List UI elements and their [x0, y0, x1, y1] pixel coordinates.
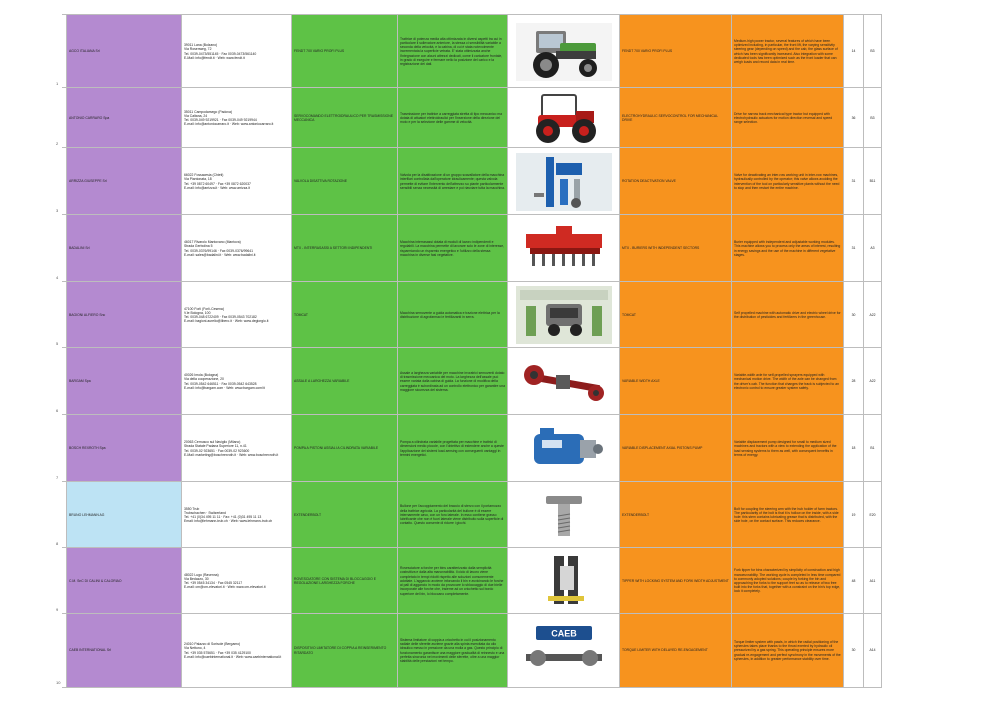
- table-row: [56, 547, 882, 614]
- description-en: Torque limiter system with pawls, in which the radial positioning of the spherules takes place thanks to the thrust exerted by hydraulic oil pressurized by a gas spring. This operating principle ensures more gradual re-engagement and perfect synchrony in the movements of the spherules, in addition to greater performance stability over time.: [734, 639, 841, 661]
- row-number: 7: [56, 475, 59, 480]
- description-it: Bullone per l'accoppiamento del braccio di sterzo con il portamozzo della trattrice agricola. La particolarità del bullone è di essere internamente cavo, con un foro laterale. In esso contiene grasso lubrificante che non è fuori laterale viene distribuito sulla superficie di contatto. Questo consente di ridurre i giochi.: [400, 504, 504, 526]
- description-it-cell: [398, 148, 508, 215]
- description-it: Assale a larghezza variabile per macchine irroratrici semoventi dotato di trasmissione meccanica del moto. La larghezza dell'assale può essere variata dalla cabina di guida. La funzione di modifica della carreggiata è subordinata ad un controllo elettronico per garantire una maggiore sicurezza del sistema.: [400, 370, 505, 392]
- stand-cell: [864, 215, 882, 282]
- hall-cell: [844, 148, 864, 215]
- company-address: 46017 Rivarolo Mantovano (Mantova) Strada Gerbolina 5 Tel. 0039-0376/99146 · Fax 0039-0376/99641 E-mail: sales@badalini.it · Web: www.badalini.it: [184, 240, 256, 257]
- description-en-cell: [732, 88, 844, 148]
- table-row: [56, 214, 882, 282]
- bolt-image: [516, 486, 612, 544]
- address-cell: [182, 482, 292, 548]
- hall-number: 14: [851, 49, 856, 54]
- company-name: CAEB INTERNATIONAL Srl: [69, 648, 112, 653]
- valve-machine-image: [516, 153, 612, 211]
- hall-cell: [844, 614, 864, 687]
- table-row: [56, 347, 882, 415]
- torque-limiter-image: [516, 622, 612, 680]
- row-number: 10: [56, 680, 61, 685]
- company-address: 39011 Lana (Bolzano) Via Rosenweg, 72 Tel. 0039-0473/551145 · Fax 0039-0473/561140 E-Mail: info@fendt.it · Web: www.fendt.it: [184, 43, 257, 60]
- description-en-cell: [732, 282, 844, 348]
- description-en: Drive for narrow track mechanical type tractor but equipped with electrohydraulic actuators for motion direction reversal and speed range selection.: [734, 111, 833, 125]
- hall-number: 18: [851, 446, 856, 451]
- product-name-it: MTX - INTERRASASSI A SETTORI INDIPENDENTI: [294, 246, 373, 251]
- company-address: 35011 Campodarsego (Padova) Via Caltana, 24 Tel. 0039-049 9219921 · Fax 0039-049 9219944 E-mail: info@antoniocarraro.it · Web: www.antoniocarraro.it: [184, 109, 274, 127]
- product-en-cell: [620, 482, 732, 548]
- hall-number: 28: [851, 379, 856, 384]
- stand-cell: [864, 482, 882, 548]
- product-name-it: FENDT 700 VARIO PROFI PLUS: [294, 49, 345, 54]
- product-name-en: MTX - BURIERS WITH INDEPENDENT SECTORS: [622, 246, 700, 251]
- hall-cell: [844, 215, 864, 282]
- company-address: 47100 Forlì (Forlì-Cesena) V.le Bologna, 100 Tel. 0039-048 6722409 · Fax 0039-0543 702182 E-mail: bagioni.aurelio@libero.it · Web: www.degiorgio.it: [184, 306, 269, 324]
- description-it: Trasmissione per trattrice a carreggiata stretta di tipo meccanico ma dotata di attuatori elettroidraulici per l'inserzione della direzione del moto e per la selezione delle gamme di velocità.: [400, 111, 503, 125]
- company-name: BARGAM Spa: [69, 379, 91, 384]
- row-number: 6: [56, 408, 59, 413]
- product-name-en: EXTENDERBOLT: [622, 512, 650, 517]
- product-name-en: TOMCAT: [622, 312, 637, 317]
- product-image-cell: [508, 15, 620, 88]
- hall-cell: [844, 415, 864, 482]
- company-cell: [66, 15, 182, 88]
- company-address: 66022 Fossacesia (Chieti) Via Piantonata, 18 Tel. +39 0872 60497 · Fax +39 0872 620037 E-mail: info@arrizza.it · Web: www.arrizza.it: [184, 173, 251, 190]
- product-it-cell: [292, 348, 398, 415]
- product-name-it: SERVOCOMANDO ELETTROIDRAULICO PER TRASMISSIONE MECCANICA: [294, 113, 393, 122]
- address-cell: [182, 148, 292, 215]
- stand-code: B11: [869, 179, 876, 184]
- row-number: 3: [56, 208, 59, 213]
- hall-cell: [844, 482, 864, 548]
- stand-code: A3: [870, 246, 875, 251]
- row-number: 2: [56, 141, 59, 146]
- company-cell: [66, 148, 182, 215]
- product-name-en: VARIABLE DISPLACEMENT AXIAL PISTONS PUMP: [622, 446, 703, 451]
- company-name: BAGIONI ALFIERO Snc: [69, 312, 106, 317]
- address-cell: [182, 282, 292, 348]
- stand-cell: [864, 15, 882, 88]
- hall-number: 36: [851, 115, 856, 120]
- product-en-cell: [620, 614, 732, 687]
- product-name-it: POMPA A PISTONI ASSIALI A CILINDRATA VARIABILE: [294, 446, 379, 451]
- table-row: [56, 14, 882, 88]
- product-en-cell: [620, 548, 732, 614]
- company-name: BOSCH REXROTH Spa: [69, 446, 106, 451]
- company-cell: [66, 482, 182, 548]
- address-cell: [182, 88, 292, 148]
- product-name-en: TORQUE LIMITER WITH DELAYED RE-ENGAGEMENT: [622, 648, 708, 653]
- company-address: 20063 Cernusco sul Naviglio (Milano) Strada Statale Padana Superiore 11, n.41 Tel. 0039-02 923651 · Fax 0039-02 923600 E-Mail: marketing@boschrexroth.it · Web: www.boschrexroth.it: [184, 440, 279, 457]
- product-it-cell: [292, 215, 398, 282]
- product-it-cell: [292, 15, 398, 88]
- product-en-cell: [620, 15, 732, 88]
- description-it-cell: [398, 348, 508, 415]
- product-it-cell: [292, 614, 398, 687]
- product-it-cell: [292, 282, 398, 348]
- product-en-cell: [620, 215, 732, 282]
- description-en-cell: [732, 548, 844, 614]
- description-it-cell: [398, 282, 508, 348]
- exhibitor-sheet: [56, 14, 882, 686]
- product-name-it: EXTENDERBOLT: [294, 512, 322, 517]
- hall-number: 31: [851, 246, 856, 251]
- description-en-cell: [732, 15, 844, 88]
- description-en: Variable displacement pump designed for small to medium sized machines and tractors with a view to extending the application of the load sensing systems to them as well, with consequent benefits in terms of energy.: [734, 440, 837, 457]
- description-en: Variable-width axle for self-propelled sprayers equipped with mechanical motion drive. The width of the axle can be changed from the driver's cab. The function that changes the track is subjected to an electronic control to ensure greater system safety.: [734, 373, 840, 390]
- company-cell: [66, 415, 182, 482]
- stand-cell: [864, 614, 882, 687]
- company-cell: [66, 614, 182, 687]
- product-image-cell: [508, 548, 620, 614]
- product-it-cell: [292, 548, 398, 614]
- stand-cell: [864, 415, 882, 482]
- company-name: ANTONIO CARRARO Spa: [69, 115, 110, 120]
- company-name: ARRIZZA GIUSEPPE Srl: [69, 179, 107, 184]
- company-name: AGCO ITALIANA Srl: [69, 49, 100, 54]
- svg-text:CAEB: CAEB: [550, 628, 577, 638]
- hall-cell: [844, 15, 864, 88]
- product-name-en: ROTATION DEACTIVATION VALVE: [622, 179, 676, 184]
- product-image-cell: [508, 482, 620, 548]
- company-name: C.M. SnC DI CALINI & CALORIAO: [69, 578, 122, 583]
- hall-cell: [844, 88, 864, 148]
- company-cell: [66, 348, 182, 415]
- product-image-cell: [508, 282, 620, 348]
- rotary-harrow-image: [516, 220, 612, 278]
- row-number: 4: [56, 275, 59, 280]
- product-name-en: FENDT 700 VARIO PROFI PLUS: [622, 49, 673, 54]
- stand-code: B3: [870, 49, 875, 54]
- company-address: 3550 Trub Trubschachen · Switzerland Tel. +41 (0)34 495 11 11 · Fax: +41 (0)31 495 11 13 Email: info@lehmann-trub.ch · Web: www.lehmann-trub.ch: [184, 506, 273, 524]
- address-cell: [182, 15, 292, 88]
- table-row: [56, 281, 882, 348]
- company-address: 48022 Lugo (Ravenna) Via Bedazzo, 30 Tel. +39 0545 34134 · Fax 0545 32117 E-mail: cm@cm-elevatori.it · Web: www.cm-elevatori.it: [184, 572, 266, 590]
- row-number: 9: [56, 607, 59, 612]
- stand-code: A11: [869, 578, 876, 583]
- description-en: Burier equipped with independent and adjustable working modules. This machine allows you to process only the areas of interest, resulting in energy savings and the use of the machine in different vegetative stages.: [734, 240, 841, 257]
- product-name-en: ELECTROHYDRAULIC SERVOCONTROL FOR MECHANICAL DRIVE: [622, 113, 718, 122]
- product-it-cell: [292, 415, 398, 482]
- hall-cell: [844, 548, 864, 614]
- description-en-cell: [732, 148, 844, 215]
- narrow-tractor-image: [516, 89, 612, 147]
- stand-cell: [864, 282, 882, 348]
- address-cell: [182, 215, 292, 282]
- description-en-cell: [732, 614, 844, 687]
- tractor-image: [516, 23, 612, 81]
- product-image-cell: [508, 148, 620, 215]
- company-address: 24010 Palazzo di Sorisole (Bergamo) Via Nettuno, 4 Tel. +39 035 575651 · Fax +39 035 4129100 E-mail: info@caebinternational.it · Web: www.caebinternational.it: [184, 642, 282, 659]
- company-name: BRUNO LEHMANN AG: [69, 512, 105, 517]
- product-en-cell: [620, 88, 732, 148]
- product-name-en: VARIABLE WIDTH AXLE: [622, 379, 660, 384]
- description-it-cell: [398, 482, 508, 548]
- company-cell: [66, 88, 182, 148]
- product-image-cell: [508, 348, 620, 415]
- stand-code: B3: [870, 115, 875, 120]
- address-cell: [182, 415, 292, 482]
- table-row: [56, 613, 882, 688]
- hall-number: 31: [851, 179, 856, 184]
- product-image-cell: [508, 614, 620, 687]
- row-number: 5: [56, 341, 59, 346]
- description-it: Trattrice di potenza media alta ottimizzata in diversi aspetti tra cui in particolare il sollevatore anteriore, la stessa ci sensibilità variabile a seconda della velocità, e la cabina, di cui è stata notevolmente incrementata la superficie vetrata. E' stata ottimizzata anche l'integrazione con alcuni attrezzi dedicati, come il caricatore frontale, in grado di eseguire e fermare nello la posizione del carico e la registrazione dei dati.: [400, 36, 503, 66]
- stand-code: B1: [870, 446, 875, 451]
- description-it-cell: [398, 88, 508, 148]
- description-it: Sistema limitatore di coppia a cricchetto in cui il posizionamento radiale delle sferette avviene grazie alla spinta esercitata da olio idraulico messo in pressione da una molla a gas. Questo principio di funzionamento garantisce una maggiore gradualità di reinnesto e una perfetta sincronia nei movimenti delle sferette, oltre a una maggior stabilità delle prestazioni nel tempo.: [400, 637, 505, 663]
- description-it: Rovesciatore a forche per bins caratterizzato dalla semplicità costruttiva e dalla alta manovrabilità. Il ciclo di lavoro viene completato in tempi ridotti rispetto alle soluzioni comunemente adottate. L'aggancio avviene inforcando il bin e avvicinando le forche ai pali di aggancio in modo da provocare lo sbloccaggio di due bielle incorporate alle forche che, insieme ad un cricchetto sul bordo superiore del bin, lo bloccano completamente.: [400, 566, 504, 596]
- stand-code: A22: [869, 379, 876, 384]
- hall-cell: [844, 348, 864, 415]
- description-it: Valvola per la disattivazione di un gruppo scavallatore della macchina interfilari controllata dall'operatore idraulicamente; questa valvola permette di evitare l'intervento dell'attrezzo su piante particolarmente sensibili senza necessità di arrestare e poi riavviare tutta la macchina.: [400, 173, 505, 190]
- product-name-en: TIPPER WITH LOCKING SYSTEM AND FORK WIDTH ADJUSTMENT: [622, 578, 729, 583]
- stand-code: E20: [869, 512, 876, 517]
- description-it-cell: [398, 15, 508, 88]
- company-name: BADALINI Srl: [69, 246, 90, 251]
- table-row: [56, 87, 882, 148]
- product-en-cell: [620, 348, 732, 415]
- product-name-it: ROVESCIATORE CON SISTEMA DI BLOCCAGGIO E REGOLAZIONE LARGHEZZA FORCHE: [294, 576, 377, 585]
- address-cell: [182, 548, 292, 614]
- company-cell: [66, 282, 182, 348]
- description-it-cell: [398, 614, 508, 687]
- product-name-it: TOMCAT: [294, 312, 309, 317]
- forklift-tipper-image: [516, 552, 612, 610]
- product-image-cell: [508, 88, 620, 148]
- axle-image: [516, 353, 612, 411]
- table-row: [56, 414, 882, 482]
- address-cell: [182, 348, 292, 415]
- hall-number: 48: [851, 578, 856, 583]
- product-en-cell: [620, 282, 732, 348]
- product-en-cell: [620, 415, 732, 482]
- description-en: Medium-high power tractor, several features of which have been optimized including, in particular, the front lift, the varying sensitivity steering gear (depending on speed) and the cab, the glass surface of which has been significantly increased. Also integration with some dedicated tools has been optimized such as the front loader that can weigh loads and record data in real time.: [734, 38, 838, 64]
- description-it: Macchina semovente a guida automatica e trazione elettrica per la distribuzione di agrofarmaci e fertilizzanti in serra.: [400, 310, 500, 319]
- table-row: [56, 481, 882, 548]
- product-it-cell: [292, 482, 398, 548]
- hall-number: 30: [851, 312, 856, 317]
- product-en-cell: [620, 148, 732, 215]
- stand-cell: [864, 148, 882, 215]
- description-en: Valve for deactivating an inter-row working unit in inter-row machines, hydraulically controlled by the operator; this valve allows avoiding the intervention of the tool on particularly sensitive plants without the need to stop and then restart the entire machine.: [734, 173, 840, 190]
- address-cell: [182, 614, 292, 687]
- product-name-it: DISPOSITIVO LIMITATORE DI COPPIA A REINSERIMENTO RITARDATO: [294, 646, 387, 655]
- description-it: Pompa a cilindrata variabile progettata per macchine e trattrici di dimensioni medio piccole, con l'obiettivo di estendere anche a queste l'applicazione dei sistemi load-sensing con conseguenti vantaggi in termini energetici.: [400, 440, 504, 457]
- product-image-cell: [508, 215, 620, 282]
- hall-number: 30: [851, 648, 856, 653]
- description-en-cell: [732, 482, 844, 548]
- description-en-cell: [732, 215, 844, 282]
- row-number: 1: [56, 81, 59, 86]
- row-number: 8: [56, 541, 59, 546]
- product-image-cell: [508, 415, 620, 482]
- greenhouse-vehicle-image: [516, 286, 612, 344]
- table-row: [56, 147, 882, 215]
- hall-cell: [844, 282, 864, 348]
- hydraulic-pump-image: [516, 420, 612, 478]
- description-en-cell: [732, 348, 844, 415]
- description-it-cell: [398, 215, 508, 282]
- description-en: Fork tipper for bins characterized by simplicity of construction and high manoeuvrability. The working cycle is completed in less time compared to commonly adopted solutions; couple by forking the bin and approaching the forks to the support feet so as to release of two free built into the forks that, together with a constraint on the bin's top edge, lock it completely.: [734, 568, 841, 594]
- stand-cell: [864, 348, 882, 415]
- company-cell: [66, 548, 182, 614]
- company-address: 40026 Imola (Bologna) Via della cooperazione, 20 Tel. 0039-0542 646511 · Fax 0039-0542 643528 E-mail: info@bargam.com · Web: www.bargam.com/it: [184, 373, 265, 390]
- description-it-cell: [398, 415, 508, 482]
- description-en: Bolt for coupling the steering arm with the hub holder of farm tractors. The particularity of the bolt is that it is hollow on the inside, with a side hole: this stem contains lubricating grease that is distributed, with the side hole, on the contact surface. This reduces clearance.: [734, 506, 839, 524]
- stand-code: A22: [869, 312, 876, 317]
- stand-cell: [864, 548, 882, 614]
- product-name-it: ASSALE A LARGHEZZA VARIABILE: [294, 379, 350, 384]
- product-it-cell: [292, 148, 398, 215]
- description-it: Macchina interrasassi dotata di moduli di lavoro indipendenti e regolabili. La macchina permette di lavorare solo le zone di interesse, risparmiando un risparmio energetico e l'utilizzo della stessa macchina in diverse fasi vegetative.: [400, 240, 505, 257]
- stand-code: A14: [869, 648, 876, 653]
- description-en-cell: [732, 415, 844, 482]
- description-it-cell: [398, 548, 508, 614]
- hall-number: 19: [851, 512, 856, 517]
- stand-cell: [864, 88, 882, 148]
- product-it-cell: [292, 88, 398, 148]
- description-en: Self propelled machine with automatic drive and electric wheel drive for the distribution of pesticides and fertilizers in the greenhouse.: [734, 310, 841, 319]
- product-name-it: VALVOLA DISATTIVA ROTAZIONE: [294, 179, 348, 184]
- company-cell: [66, 215, 182, 282]
